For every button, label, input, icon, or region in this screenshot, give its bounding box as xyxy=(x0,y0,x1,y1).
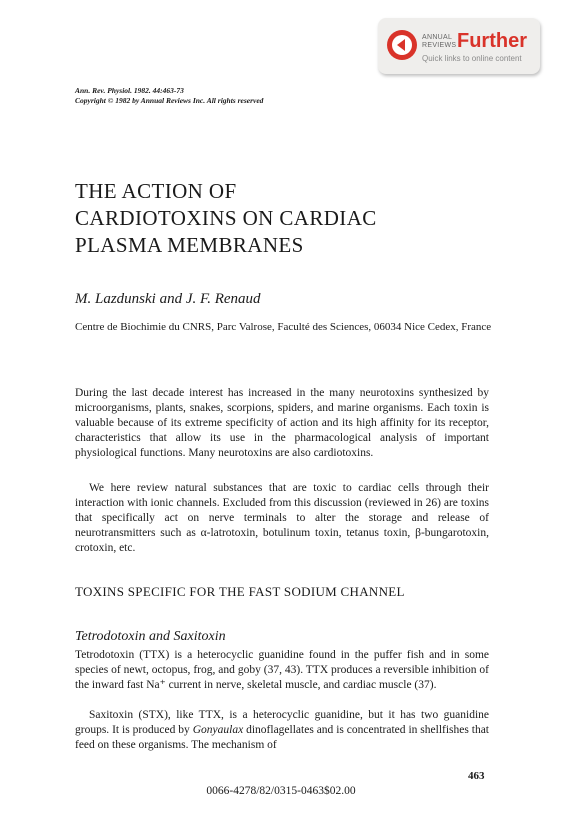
badge-tagline: Quick links to online content xyxy=(422,54,522,63)
paragraph-ttx: Tetrodotoxin (TTX) is a heterocyclic guanidine found in the puffer fish and in some species of newt, octopus, frog, and goby (37, 43). TTX produces a reversible inhibition of the inward fast Na⁺ current in nerve, skeletal muscle, and cardiac muscle (37). xyxy=(75,649,489,691)
badge-annual-label: ANNUAL xyxy=(422,34,453,41)
stx-text-end: dinoflagellates and is concentrated in shellfishes that feed on these organisms. The mechanism of xyxy=(75,724,490,751)
paragraph-intro: During the last decade interest has increased in the many neurotoxins synthesized by microorganisms, plants, snakes, scorpions, spiders, and marine organisms. Each toxin is valuable because of its extreme specificity of action and its high affinity for its receptor, characteristics that allow its use in the pharmacological analysis of important physiological functions. Many neurotoxins are also cardiotoxins. xyxy=(75,387,489,459)
citation: Ann. Rev. Physiol. 1982. 44:463-73 xyxy=(75,86,184,95)
article-code: 0066-4278/82/0315-0463$02.00 xyxy=(206,785,356,797)
badge-further-label: Further xyxy=(457,30,527,52)
subsection-heading: Tetrodotoxin and Saxitoxin xyxy=(75,629,226,644)
section-heading: TOXINS SPECIFIC FOR THE FAST SODIUM CHANNEL xyxy=(75,584,405,599)
paragraph-stx xyxy=(75,708,489,753)
title-line: CARDIOTOXINS ON CARDIAC xyxy=(75,206,377,230)
article-title xyxy=(75,178,495,259)
title-line: THE ACTION OF xyxy=(75,179,237,203)
stx-text-start: Saxitoxin (STX), like TTX, is a heterocyclic guanidine, but it has two guanidine groups. It is produced by xyxy=(75,709,489,736)
affiliation: Centre de Biochimie du CNRS, Parc Valrose, Faculté des Sciences, 06034 Nice Cedex, France xyxy=(75,321,492,333)
play-arrow-icon xyxy=(386,29,418,61)
badge-reviews-label: REVIEWS xyxy=(422,42,457,49)
paragraph-scope: We here review natural substances that are toxic to cardiac cells through their interaction with ionic channels. Excluded from this discussion (reviewed in 26) are toxins that specifically act on nerve terminals to alter the storage and release of neurotransmitters such as α-latrotoxin, botulinum toxin, tetanus toxin, β-bungarotoxin, crotoxin, etc. xyxy=(75,482,489,554)
page-number: 463 xyxy=(468,770,485,782)
stx-genus: Gonyaulax xyxy=(192,724,244,736)
further-badge[interactable] xyxy=(378,18,540,74)
title-line: PLASMA MEMBRANES xyxy=(75,233,304,257)
authors: M. Lazdunski and J. F. Renaud xyxy=(75,291,261,307)
journal-meta xyxy=(75,86,263,106)
copyright: Copyright © 1982 by Annual Reviews Inc. All rights reserved xyxy=(75,96,264,105)
